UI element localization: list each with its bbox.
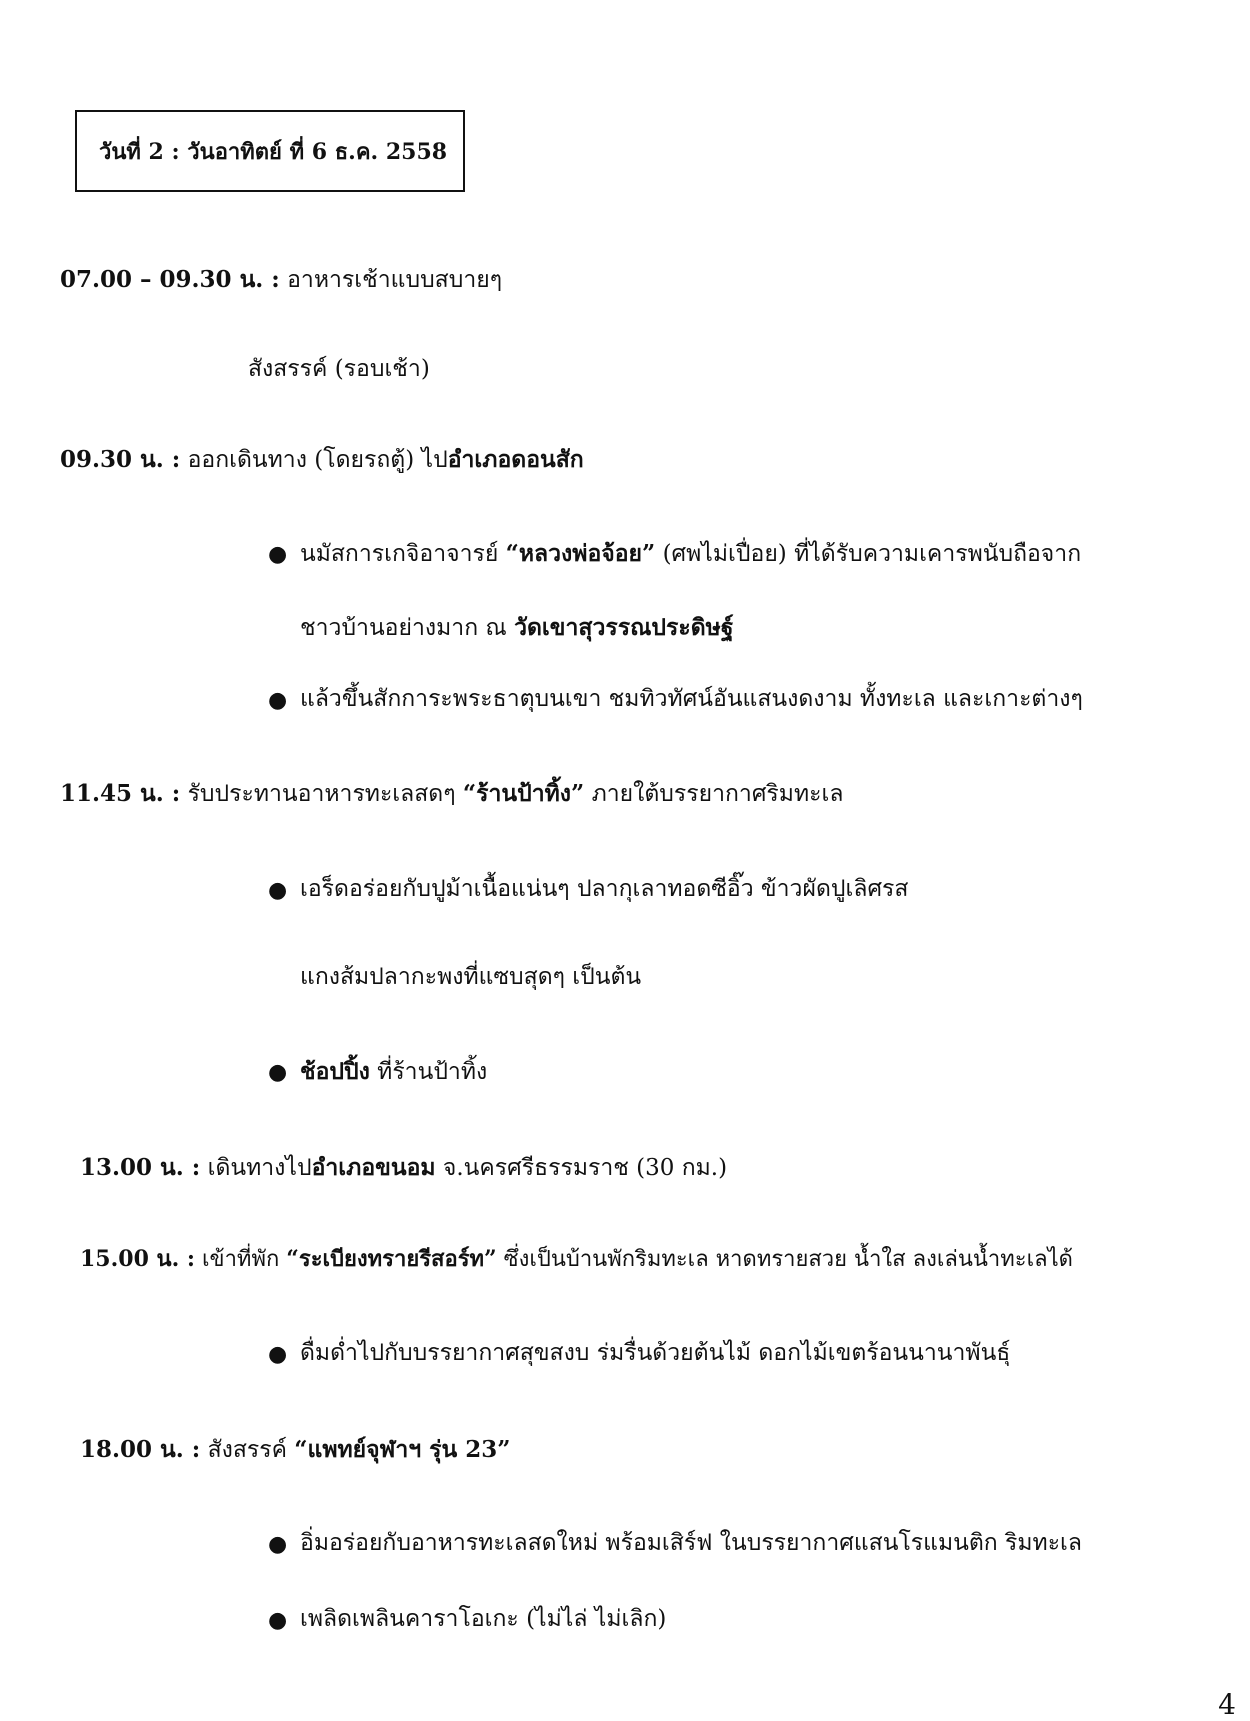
bullet-text: ดื่มด่ำไปกับบรรยากาศสุขสงบ ร่มรื่นด้วยต้นไม้ ดอกไม้เขตร้อนนานาพันธุ์: [300, 1340, 1011, 1366]
schedule-item-1800: [80, 1438, 511, 1462]
bullet-continuation: [300, 966, 641, 989]
bullet-text: (ศพไม่เปื่อย) ที่ได้รับความเคารพนับถือจาก: [655, 541, 1082, 567]
page-number: 4: [1218, 1688, 1236, 1721]
item-text: ภายใต้บรรยากาศริมทะเล: [584, 781, 844, 807]
place-name: “ระเบียงทรายรีสอร์ท”: [286, 1246, 497, 1272]
bullet-icon: ●: [268, 1060, 288, 1085]
bullet-icon: ●: [268, 1608, 288, 1633]
item-text: รับประทานอาหารทะเลสดๆ: [180, 781, 463, 807]
schedule-subline: [248, 358, 430, 381]
item-subtext: สังสรรค์ (รอบเช้า): [248, 356, 430, 382]
bullet-bold: ช้อปปิ้ง: [300, 1058, 370, 1085]
event-name: “แพทย์จุฬาฯ รุ่น 23”: [294, 1436, 511, 1463]
bullet-bold: วัดเขาสุวรรณประดิษฐ์: [514, 614, 734, 641]
item-text: เข้าที่พัก: [195, 1247, 287, 1272]
place-name: “ร้านป้าทิ้ง”: [462, 780, 585, 807]
bullet-icon: ●: [268, 542, 288, 567]
bullet-text: แล้วขึ้นสักการะพระธาตุบนเขา ชมทิวทัศน์อันแสนงดงาม ทั้งทะเล และเกาะต่างๆ: [300, 686, 1083, 712]
bullet-icon: ●: [268, 688, 288, 713]
bullet-item: [300, 1060, 487, 1084]
bullet-text: ที่ร้านป้าทิ้ง: [369, 1059, 488, 1085]
time-label: 13.00 น. :: [80, 1154, 201, 1181]
item-text: จ.นครศรีธรรมราช (30 กม.): [435, 1155, 728, 1181]
schedule-item-1500: [80, 1248, 1073, 1271]
bullet-text: ชาวบ้านอย่างมาก ณ: [300, 615, 515, 641]
item-text: อาหารเช้าแบบสบายๆ: [279, 267, 503, 293]
bullet-item: [300, 1342, 1010, 1365]
schedule-item-1145: [60, 782, 843, 806]
schedule-item-0930: [60, 448, 584, 472]
day-title-box: [75, 110, 465, 192]
bullet-text: เอร็ดอร่อยกับปูม้าเนื้อแน่นๆ ปลากุเลาทอดซีอิ๊ว ข้าวผัดปูเลิศรส: [300, 876, 909, 902]
bullet-icon: ●: [268, 1342, 288, 1367]
place-name: อำเภอขนอม: [311, 1154, 436, 1181]
item-text: ซึ่งเป็นบ้านพักริมทะเล หาดทรายสวย น้ำใส ลงเล่นน้ำทะเลได้: [496, 1247, 1073, 1272]
bullet-continuation: [300, 616, 734, 640]
time-label: 07.00 – 09.30 น. :: [60, 266, 280, 293]
time-label: 11.45 น. :: [60, 780, 181, 807]
bullet-text: นมัสการเกจิอาจารย์: [300, 541, 506, 567]
item-text: สังสรรค์: [200, 1437, 295, 1463]
bullet-icon: ●: [268, 878, 288, 903]
bullet-item: [300, 542, 1081, 566]
schedule-item-0700: [60, 268, 502, 292]
bullet-text: อิ่มอร่อยกับอาหารทะเลสดใหม่ พร้อมเสิร์ฟ ในบรรยากาศแสนโรแมนติก ริมทะเล: [300, 1530, 1083, 1556]
bullet-icon: ●: [268, 1532, 288, 1557]
bullet-item: [300, 1608, 666, 1631]
bullet-item: [300, 878, 908, 901]
item-text: ออกเดินทาง (โดยรถตู้) ไป: [180, 447, 448, 473]
time-label: 09.30 น. :: [60, 446, 181, 473]
place-name: อำเภอดอนสัก: [447, 446, 584, 473]
bullet-bold: “หลวงพ่อจ้อย”: [505, 540, 656, 567]
bullet-text: เพลิดเพลินคาราโอเกะ (ไม่ไล่ ไม่เลิก): [300, 1606, 667, 1632]
bullet-text: แกงส้มปลากะพงที่แซบสุดๆ เป็นต้น: [300, 964, 642, 990]
bullet-item: [300, 1532, 1082, 1555]
schedule-item-1300: [80, 1156, 727, 1180]
time-label: 15.00 น. :: [80, 1246, 196, 1272]
item-text: เดินทางไป: [200, 1155, 312, 1181]
day-title: วันที่ 2 : วันอาทิตย์ ที่ 6 ธ.ค. 2558: [99, 138, 448, 165]
time-label: 18.00 น. :: [80, 1436, 201, 1463]
bullet-item: [300, 688, 1083, 711]
